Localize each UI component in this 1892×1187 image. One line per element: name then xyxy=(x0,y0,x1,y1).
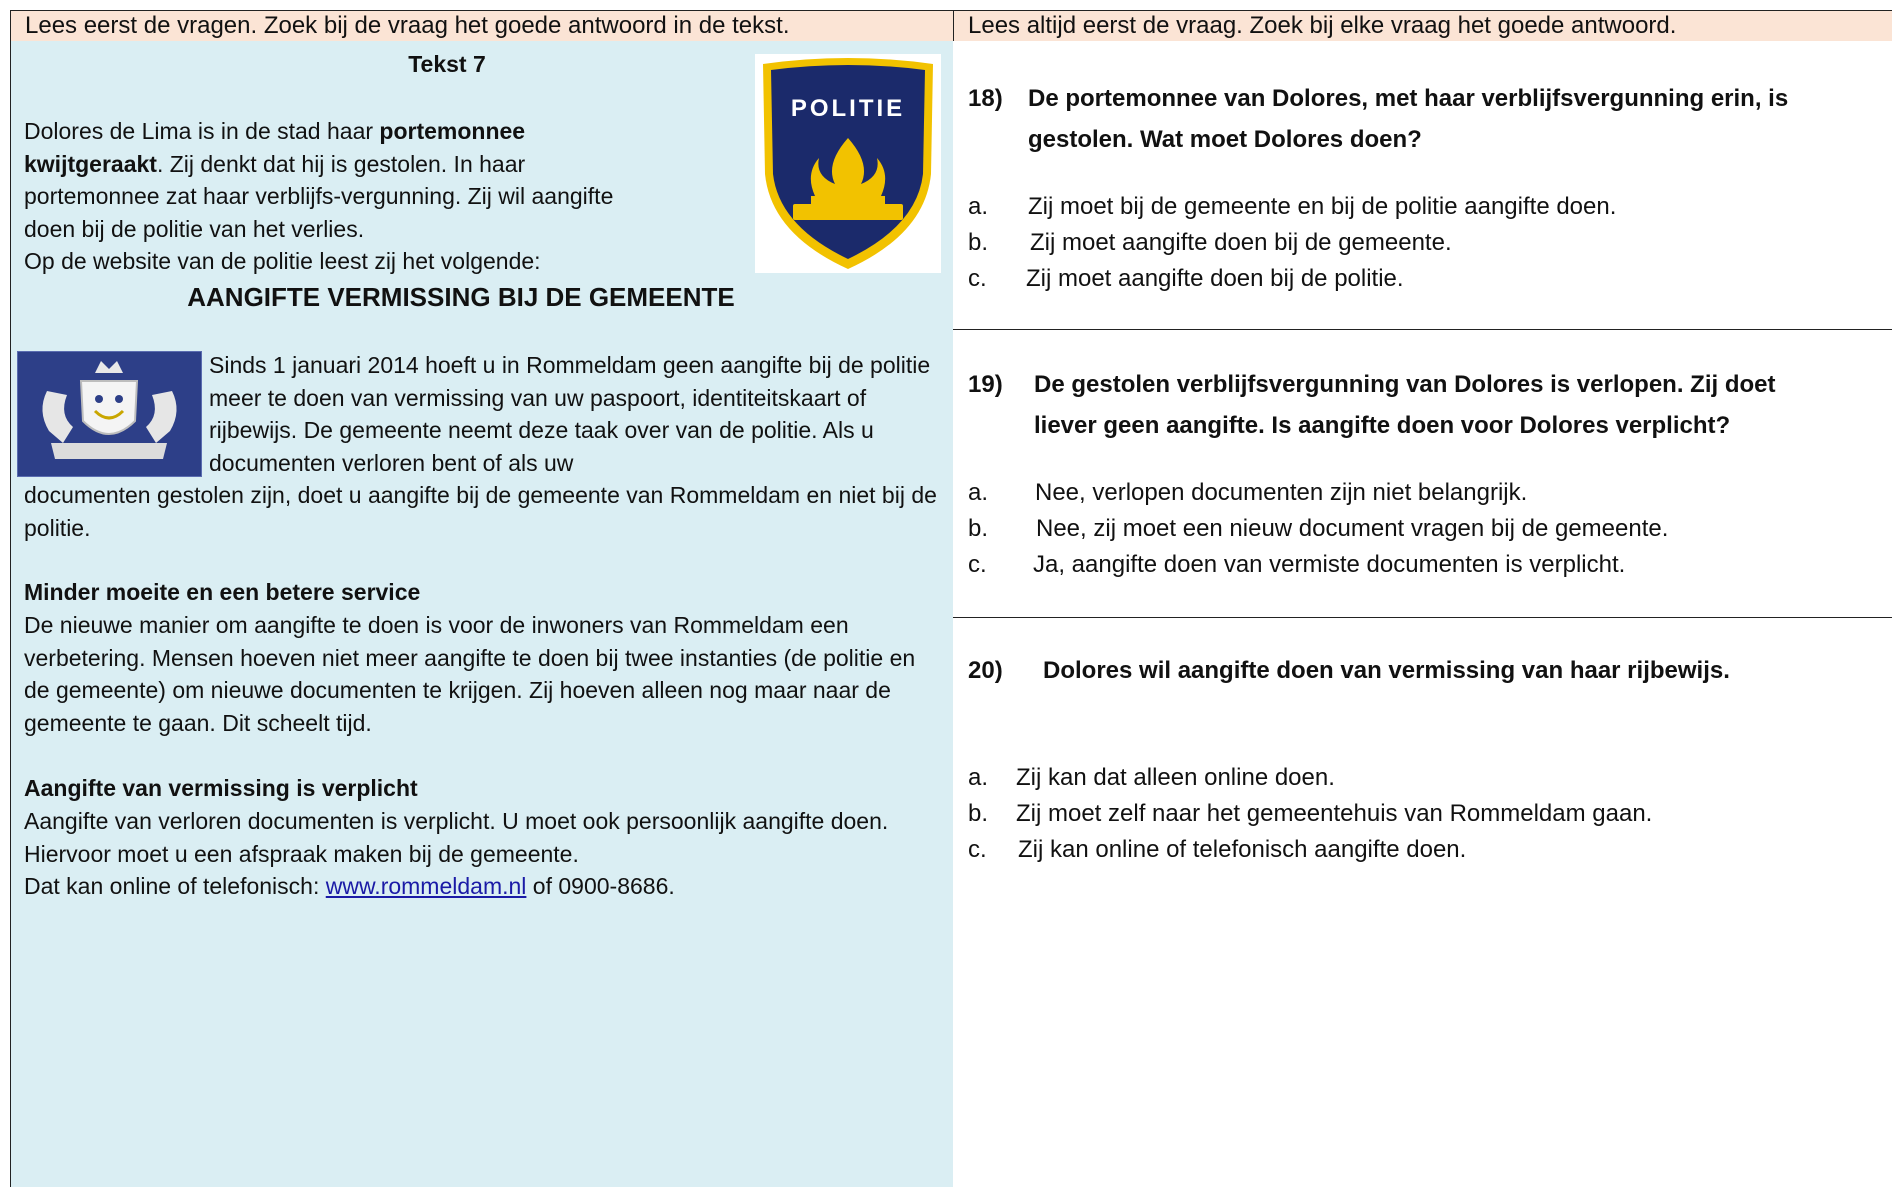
option-text: Ja, aangifte doen van vermiste documenten is verplicht. xyxy=(1033,551,1626,578)
option-letter: a. xyxy=(968,479,989,506)
option-letter: b. xyxy=(968,229,989,256)
option-text: Nee, zij moet een nieuw document vragen bij de gemeente. xyxy=(1036,515,1669,542)
option-letter: a. xyxy=(968,193,989,220)
politie-logo-text: POLITIE xyxy=(790,95,906,122)
intro-text-2: . Zij denkt dat hij is gestolen. In haar portemonnee zat haar verblijfs-vergunning. Zij wil aangifte doen bij de politie van het verlies. xyxy=(24,150,614,242)
option-18a[interactable] xyxy=(968,189,1878,225)
option-text: Nee, verlopen documenten zijn niet belangrijk. xyxy=(1035,479,1528,506)
option-20c[interactable] xyxy=(968,832,1878,868)
option-letter: b. xyxy=(968,515,989,542)
gemeente-logo xyxy=(17,351,202,477)
question-18 xyxy=(968,78,1878,162)
question-divider xyxy=(953,329,1892,330)
paragraph-3-text: Aangifte van verloren documenten is verplicht. U moet ook persoonlijk aangifte doen. Hiervoor moet u een afspraak maken bij de gemeente. xyxy=(24,808,889,867)
paragraph-3-phone: of 0900-8686. xyxy=(526,873,675,899)
option-text: Zij kan online of telefonisch aangifte doen. xyxy=(1018,836,1467,863)
politie-shield-icon xyxy=(755,54,941,273)
question-number: 19) xyxy=(968,371,1003,398)
instruction-header-left: Lees eerst de vragen. Zoek bij de vraag het goede antwoord in de tekst. xyxy=(10,10,954,42)
option-text: Zij moet aangifte doen bij de politie. xyxy=(1026,265,1404,292)
text-title: Tekst 7 xyxy=(408,51,486,77)
option-20b[interactable] xyxy=(968,796,1878,832)
intro-paragraph xyxy=(24,115,624,278)
option-text: Zij moet aangifte doen bij de gemeente. xyxy=(1030,229,1452,256)
paragraph-3-contact: Dat kan online of telefonisch: xyxy=(24,873,326,899)
option-19b[interactable] xyxy=(968,511,1878,547)
paragraph-1-continued: documenten gestolen zijn, doet u aangifte bij de gemeente van Rommeldam en niet bij de politie. xyxy=(24,482,937,541)
website-heading: AANGIFTE VERMISSING BIJ DE GEMEENTE xyxy=(187,282,735,312)
politie-logo xyxy=(755,54,941,273)
intro-text-1: Dolores de Lima is in de stad haar xyxy=(24,118,380,144)
option-text: Zij kan dat alleen online doen. xyxy=(1016,764,1335,791)
instruction-header-right: Lees altijd eerst de vraag. Zoek bij elke vraag het goede antwoord. xyxy=(953,10,1892,42)
option-19c[interactable] xyxy=(968,547,1878,583)
question-number: 20) xyxy=(968,657,1003,684)
option-20a[interactable] xyxy=(968,760,1878,796)
question-divider xyxy=(953,617,1892,618)
question-19 xyxy=(968,364,1878,448)
option-18b[interactable] xyxy=(968,225,1878,261)
paragraph-1: Sinds 1 januari 2014 hoeft u in Rommeldam geen aangifte bij de politie meer te doen van vermissing van uw paspoort, identiteitskaart of rijbewijs. De gemeente neemt deze taak over van de politie. Als u documenten verloren bent of als uw xyxy=(209,352,931,476)
question-text: Dolores wil aangifte doen van vermissing van haar rijbewijs. xyxy=(1043,657,1730,684)
option-letter: b. xyxy=(968,800,989,827)
option-letter: c. xyxy=(968,551,987,578)
intro-text-3: Op de website van de politie leest zij het volgende: xyxy=(24,248,541,274)
option-18c[interactable] xyxy=(968,261,1878,297)
section-heading-verplicht: Aangifte van vermissing is verplicht xyxy=(24,775,418,801)
option-19a[interactable] xyxy=(968,475,1878,511)
question-text: De gestolen verblijfsvergunning van Dolores is verlopen. Zij doet liever geen aangifte. Is aangifte doen voor Dolores verplicht? xyxy=(1034,371,1776,439)
website-link[interactable]: www.rommeldam.nl xyxy=(325,873,527,899)
option-letter: a. xyxy=(968,764,989,791)
coat-of-arms-icon xyxy=(17,351,202,477)
paragraph-2: De nieuwe manier om aangifte te doen is voor de inwoners van Rommeldam een verbetering. Mensen hoeven niet meer aangifte te doen bij twee instanties (de politie en de gemeente) om nieuwe documenten te krijgen. Zij hoeven alleen nog maar naar de gemeente te gaan. Dit scheelt tijd. xyxy=(24,612,916,736)
option-letter: c. xyxy=(968,836,987,863)
paragraph-3 xyxy=(24,805,939,903)
question-text: De portemonnee van Dolores, met haar verblijfsvergunning erin, is gestolen. Wat moet Dolores doen? xyxy=(1028,85,1789,153)
option-letter: c. xyxy=(968,265,987,292)
option-text: Zij moet bij de gemeente en bij de politie aangifte doen. xyxy=(1028,193,1617,220)
section-heading-service: Minder moeite en een betere service xyxy=(24,579,421,605)
questions-panel xyxy=(953,41,1892,1187)
question-number: 18) xyxy=(968,85,1003,112)
question-20 xyxy=(968,650,1878,692)
intro-emphasis: portemonnee kwijtgeraakt xyxy=(24,118,526,177)
reading-text-panel xyxy=(10,41,954,1187)
option-text: Zij moet zelf naar het gemeentehuis van Rommeldam gaan. xyxy=(1016,800,1653,827)
